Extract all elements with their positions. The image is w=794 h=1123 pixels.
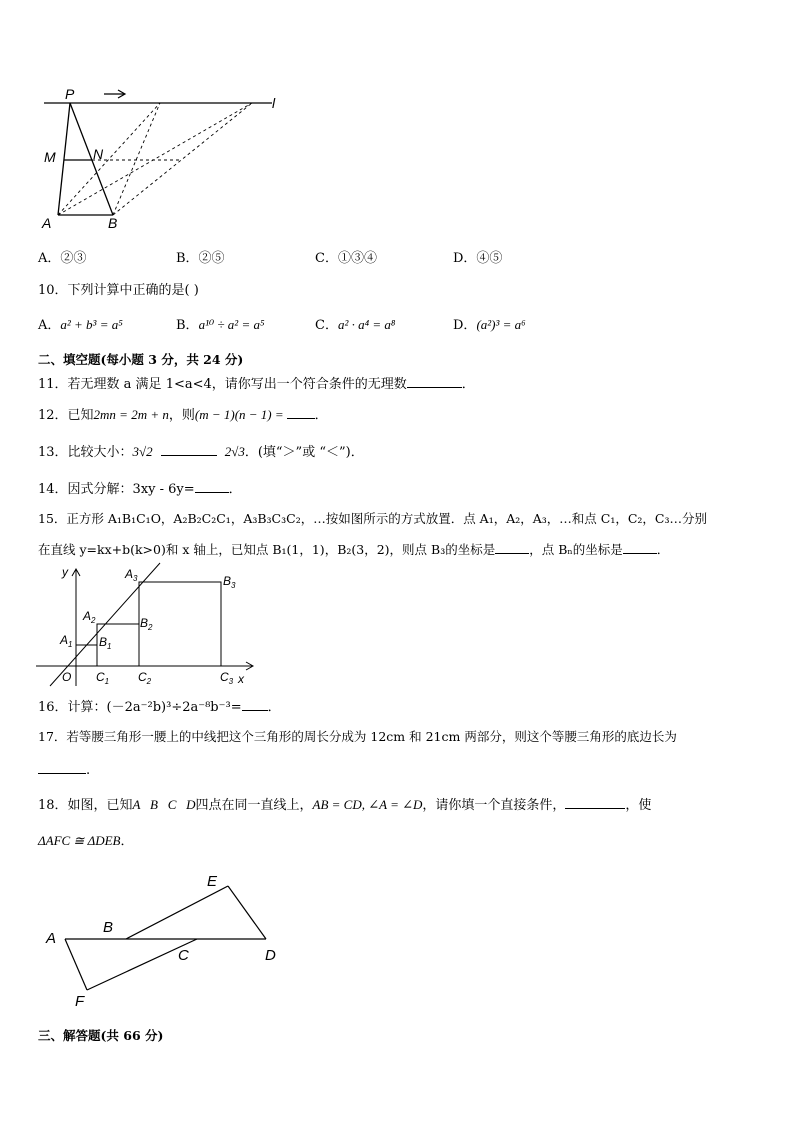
label-C: C — [178, 947, 189, 964]
answer-blank[interactable] — [195, 480, 229, 493]
q10-b-expr: a¹⁰ ÷ a² = a⁵ — [198, 317, 265, 332]
label-B: B — [103, 919, 114, 936]
answer-blank[interactable] — [161, 443, 217, 456]
q10-d-label: D． — [453, 318, 477, 333]
q18-line1a: 18．如图，已知 — [38, 798, 133, 813]
q16-end: ． — [267, 700, 281, 715]
q17-end: . — [86, 763, 91, 778]
label-P: P — [65, 86, 75, 102]
q10-c-label: C． — [315, 318, 338, 333]
q12-eq2: (m − 1)(n − 1) = — [194, 407, 284, 422]
q11 — [38, 375, 475, 393]
q15-line2 — [38, 541, 669, 558]
label-A2: $A_2$ — [83, 609, 96, 625]
q9-option-d: D．④⑤ — [453, 251, 503, 266]
q16-text: 16．计算：(－2a⁻²b)³÷2a⁻⁸b⁻³= — [38, 700, 242, 715]
section-fill-in-title: 二、填空题(每小题 3 分，共 24 分) — [38, 352, 244, 367]
q18-line2-end: ． — [120, 834, 134, 849]
label-D: D — [265, 947, 276, 964]
label-B2: $B_2$ — [140, 616, 153, 632]
label-C2: $C_2$ — [138, 670, 152, 686]
q10-option-a — [38, 317, 123, 334]
q10-option-d — [453, 317, 526, 334]
figure-squares — [30, 560, 265, 690]
q14 — [38, 480, 242, 498]
answer-blank[interactable] — [495, 541, 529, 554]
answer-blank[interactable] — [407, 375, 462, 388]
q10-stem: 10．下列计算中正确的是( ) — [38, 283, 199, 298]
q15-line2a: 在直线 y=kx+b(k>0)和 x 轴上，已知点 B₁(1，1)，B₂(3，2)，则点 B₃的坐标是 — [38, 542, 496, 557]
axis-x-label: x — [238, 672, 244, 686]
q10-option-b — [176, 317, 265, 334]
q18-line2 — [38, 833, 134, 850]
q18-points: A B C D — [132, 797, 196, 812]
label-A: A — [42, 215, 52, 231]
q15-line2b: ，点 Bₙ的坐标是 — [529, 542, 623, 557]
q13-left: 3√2 — [132, 444, 153, 459]
q17-line2 — [38, 761, 90, 779]
answer-blank[interactable] — [38, 761, 86, 774]
label-M: M — [44, 149, 56, 165]
label-B1: $B_1$ — [99, 635, 112, 651]
answer-blank[interactable] — [287, 406, 315, 419]
q10-b-label: B． — [176, 318, 199, 333]
section-solution-title: 三、解答题(共 66 分) — [38, 1028, 164, 1043]
q10-d-expr: (a²)³ = a⁶ — [476, 317, 526, 332]
axis-y-label: y — [62, 565, 68, 579]
q14-end: ． — [228, 482, 242, 497]
q10-c-expr: a² · a⁴ = a⁸ — [337, 317, 396, 332]
q9-option-a: A．②③ — [38, 251, 87, 266]
label-B3: $B_3$ — [223, 574, 236, 590]
label-C3: $C_3$ — [220, 670, 234, 686]
figure-moving-point — [30, 82, 290, 237]
q15-line2c: ． — [656, 542, 670, 557]
label-l: l — [272, 95, 276, 111]
answer-blank[interactable] — [242, 698, 268, 711]
q9-option-c: C．①③④ — [315, 251, 377, 266]
q10-option-c — [315, 317, 395, 334]
q13-pre: 13．比较大小： — [38, 445, 133, 460]
q18-line1 — [38, 796, 651, 814]
answer-blank[interactable] — [623, 541, 657, 554]
q10-a-label: A． — [38, 318, 61, 333]
q15-line1: 15．正方形 A₁B₁C₁O，A₂B₂C₂C₁，A₃B₃C₃C₂，…按如图所示的方式放置．点 A₁，A₂，A₃，…和点 C₁，C₂，C₃…分别 — [38, 511, 707, 526]
q13-right: 2√3 — [224, 444, 245, 459]
q13-end: ．(填“＞”或 “＜”)． — [244, 445, 364, 460]
q10-a-expr: a² + b³ = a⁵ — [60, 317, 123, 332]
q18-line1b: 四点在同一直线上， — [195, 798, 313, 813]
q13 — [38, 443, 364, 461]
q11-text: 11．若无理数 a 满足 1<a<4，请你写出一个符合条件的无理数 — [38, 377, 407, 392]
q12-end: ． — [314, 408, 328, 423]
q12-pre: 12．已知 — [38, 408, 94, 423]
label-A1: $A_1$ — [60, 633, 73, 649]
q12-eq1: 2mn = 2m + n — [93, 407, 169, 422]
origin-label: O — [62, 670, 72, 684]
label-B: B — [108, 215, 118, 231]
q18-condition: AB = CD, ∠A = ∠D — [312, 797, 423, 812]
label-A: A — [46, 930, 57, 947]
answer-blank[interactable] — [565, 796, 625, 809]
q12 — [38, 406, 328, 424]
figure-congruent-triangles — [40, 868, 290, 1013]
q16 — [38, 698, 281, 716]
label-N: N — [93, 146, 104, 162]
q18-line1c: ，请你填一个直接条件， — [422, 798, 566, 813]
q9-option-b: B．②⑤ — [176, 251, 225, 266]
q18-congruence: ΔAFC ≅ ΔDEB — [38, 833, 121, 848]
q12-mid: ，则 — [168, 408, 195, 423]
q11-end: ． — [461, 377, 475, 392]
q17-line1: 17．若等腰三角形一腰上的中线把这个三角形的周长分成为 12cm 和 21cm 两部分，则这个等腰三角形的底边长为 — [38, 729, 677, 744]
label-F: F — [75, 993, 85, 1010]
q14-text: 14．因式分解：3xy - 6y= — [38, 482, 195, 497]
label-E: E — [207, 873, 218, 890]
label-A3: $A_3$ — [125, 567, 138, 583]
label-C1: $C_1$ — [96, 670, 110, 686]
q18-line1d: ，使 — [625, 798, 652, 813]
